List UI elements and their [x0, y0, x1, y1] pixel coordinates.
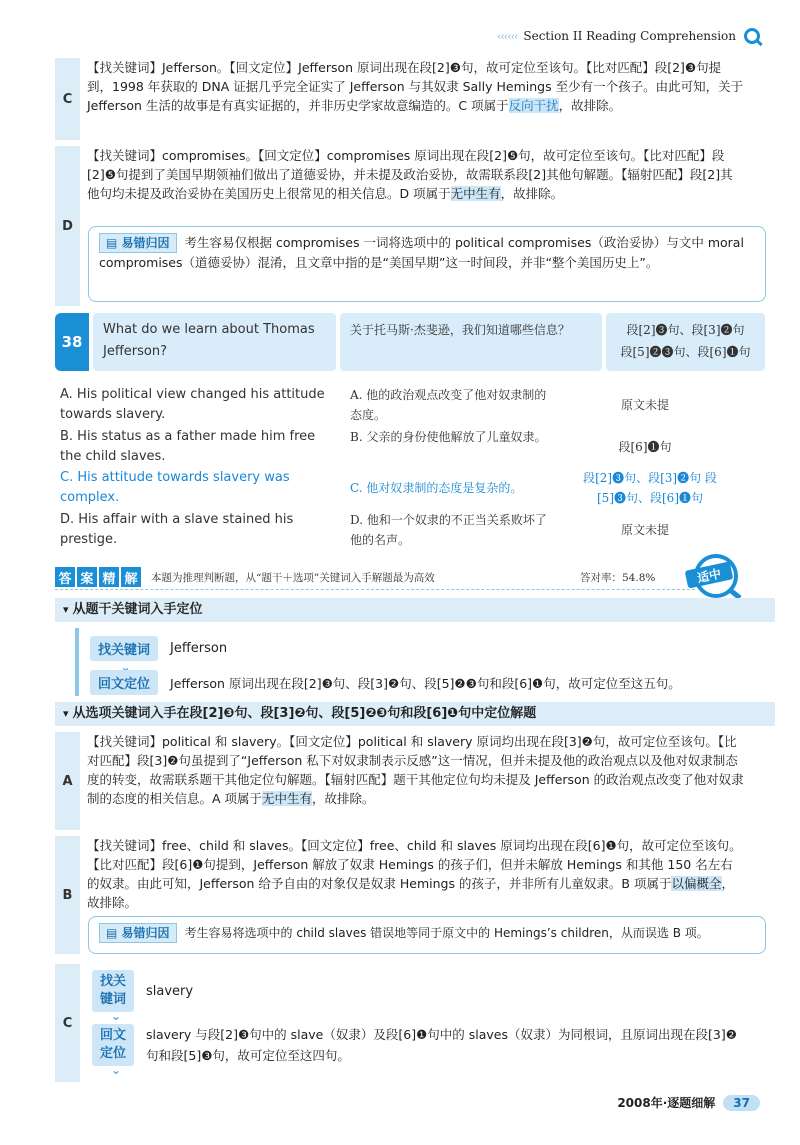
location-line: 段[5]❷❸句、段[6]❶句 — [620, 345, 751, 359]
explanation-end: ，故排除。 — [500, 186, 564, 201]
option-en: D. His affair with a slave stained his prestige. — [60, 512, 294, 547]
correct-rate: 答对率：54.8% — [580, 571, 656, 584]
difficulty-label: 适中 — [696, 566, 723, 586]
divider — [55, 589, 695, 590]
page-footer — [617, 1094, 760, 1111]
page-number: 37 — [723, 1095, 760, 1111]
locate-value: slavery 与段[2]❸句中的 slave（奴隶）及段[6]❶句中的 slaves（奴隶）为同根词，且原词出现在段[3]❷句和段[5]❸句，故可定位至这四句。 — [146, 1027, 737, 1063]
option-location: 原文未提 — [620, 523, 669, 537]
option-explanation — [87, 732, 745, 808]
footer-label: 2008年·逐题细解 — [617, 1096, 716, 1110]
locate-row — [90, 670, 681, 695]
option-letter: C — [55, 964, 80, 1082]
option-cn: C. 他对奴隶制的态度是复杂的。 — [350, 481, 523, 495]
left-bar — [75, 628, 79, 696]
option-letter: C — [55, 58, 80, 140]
explanation-end: ，故排除。 — [312, 791, 375, 806]
trap-type: 无中生有 — [262, 791, 313, 806]
option-letter: A — [55, 732, 80, 830]
trap-type: 反向干扰 — [508, 98, 559, 113]
explanation-text: 【找关键词】political 和 slavery。【回文定位】political 和 slavery 原词均出现在段[3]❷句，故可定位至该句。【比对匹配】段[3]❷句虽提到了“Jefferson 私下对奴隶制表示反感”这一情况，但并未提及他的政治观点以及他对奴隶制态度的转变，故需联系题干其他定位句解题。【辐射匹配】题干其他定位句均未提及 Jefferson 的政治观点改变了他对奴隶制的态度的相关信息。A 项属于 — [87, 734, 744, 806]
tip-badge: ▤ 易错归因 — [99, 233, 177, 253]
option-a-analysis — [55, 732, 745, 830]
locate-row-c — [92, 1024, 746, 1066]
answer-chip: 解 — [121, 567, 141, 587]
option-en: B. His status as a father made him free the child slaves. — [60, 429, 316, 464]
arrows-icon: ‹‹‹‹‹‹ — [496, 29, 518, 43]
question-number: 38 — [55, 313, 89, 371]
option-cn: D. 他和一个奴隶的不正当关系败坏了他的名声。 — [350, 513, 547, 547]
section-heading-2: ▾ 从选项关键词入手在段[2]❸句、段[3]❷句、段[5]❷❸句和段[6]❶句中定位解题 — [55, 702, 775, 726]
option-cn: B. 父亲的身份使他解放了儿童奴隶。 — [350, 430, 547, 444]
option-letter: D — [55, 146, 80, 306]
answer-option-b — [60, 427, 760, 467]
question-stem-en: What do we learn about Thomas Jefferson? — [93, 313, 336, 371]
difficulty-handle — [730, 590, 740, 598]
prev-option-c — [55, 58, 745, 140]
answer-chip: 精 — [99, 567, 119, 587]
trap-type: 无中生有 — [450, 186, 501, 201]
locate-label: 回文定位 — [90, 670, 158, 695]
explanation-end: ，故排除。 — [87, 876, 735, 910]
keyword-row-c — [92, 970, 193, 1012]
option-location: 段[2]❸句、段[3]❷句 段[5]❸句、段[6]❶句 — [583, 471, 717, 505]
tip-text: 考生容易仅根据 compromises 一词将选项中的 political compromises（政治妥协）与文中 moral compromises（道德妥协）混淆，且文章中指的是“美国早期”这一时间段，并非“整个美国历史上”。 — [99, 235, 744, 270]
option-explanation — [87, 146, 745, 203]
keyword-value: slavery — [146, 983, 194, 999]
answer-option-d — [60, 510, 760, 550]
tip-label: 易错归因 — [121, 236, 170, 250]
option-location: 段[6]❶句 — [618, 440, 672, 454]
answer-chip: 答 — [55, 567, 75, 587]
location-line: 段[2]❸句、段[3]❷句 — [626, 323, 745, 337]
answer-description: 本题为推理判断题，从“题干＋选项”关键词入手解题最为高效 — [151, 571, 435, 584]
explanation-text: 【找关键词】free、child 和 slaves。【回文定位】free、child 和 slaves 原词均出现在段[6]❶句，故可定位至该句。【比对匹配】段[6]❶句提到，Jefferson 解放了奴隶 Hemings 的孩子们，但并未解放 Hemings 和其他 150 名左右的奴隶。由此可知，Jefferson 给予自由的对象仅是奴隶 Hemings 的孩子，并非所有儿童奴隶。B 项属于 — [87, 838, 742, 891]
trap-type: 以偏概全 — [671, 876, 722, 891]
explanation-text: 【找关键词】Jefferson。【回文定位】Jefferson 原词出现在段[2]❸句，故可定位至该句。【比对匹配】段[2]❸句提到，1998 年获取的 DNA 证据几乎完全证实了 Jefferson 与其奴隶 Sally Hemings 至少有一个孩子。由此可知，关于 Jefferson 生活的故事是有真实证据的，并非历史学家故意编造的。C 项属于 — [87, 60, 744, 113]
difficulty-badge — [680, 552, 746, 600]
question-row — [55, 313, 765, 371]
search-icon — [744, 28, 760, 44]
keyword-value: Jefferson — [170, 641, 228, 656]
question-stem-cn: 关于托马斯·杰斐逊，我们知道哪些信息？ — [340, 313, 602, 371]
locate-label: 回文定位 ⌄ — [92, 1024, 134, 1066]
option-en: C. His attitude towards slavery was complex. — [60, 470, 290, 505]
section-heading-1: ▾ 从题干关键词入手定位 — [55, 598, 775, 622]
error-tip-box-b — [88, 916, 766, 954]
explanation-end: ，故排除。 — [558, 98, 622, 113]
page-header — [497, 28, 760, 44]
question-locations — [606, 313, 765, 371]
option-explanation — [87, 836, 745, 912]
answer-option-c-correct — [60, 468, 760, 510]
tip-text: 考生容易将选项中的 child slaves 错误地等同于原文中的 Hemings’s children，从而误选 B 项。 — [184, 926, 709, 940]
option-letter: B — [55, 836, 80, 954]
find-keyword-label: 找关键词 ⌄ — [92, 970, 134, 1012]
tip-badge: ▤ 易错归因 — [99, 923, 177, 943]
locate-value: Jefferson 原词出现在段[2]❸句、段[3]❷句、段[5]❷❸句和段[6]❶句，故可定位至这五句。 — [170, 675, 681, 691]
error-tip-box — [88, 226, 766, 302]
answer-bar — [55, 566, 755, 588]
option-en: A. His political view changed his attitude towards slavery. — [60, 387, 325, 422]
answer-option-a — [60, 385, 760, 425]
option-location: 原文未提 — [620, 398, 669, 412]
find-keyword-label: 找关键词 ⌄ — [90, 636, 158, 661]
explanation-text: 【找关键词】compromises。【回文定位】compromises 原词出现在段[2]❺句，故可定位至该句。【比对匹配】段[2]❺句提到了美国早期领袖们做出了道德妥协，并未提及政治妥协，故需联系段[2]其他句解题。【辐射匹配】段[2]其他句均未提及政治妥协在美国历史上很常见的相关信息。D 项属于 — [87, 148, 733, 201]
option-cn: A. 他的政治观点改变了他对奴隶制的态度。 — [350, 388, 547, 422]
option-explanation — [87, 58, 745, 115]
answer-chip: 案 — [77, 567, 97, 587]
tip-label: 易错归因 — [121, 926, 170, 940]
header-title: Section II Reading Comprehension — [523, 29, 736, 43]
keyword-row — [90, 636, 227, 661]
